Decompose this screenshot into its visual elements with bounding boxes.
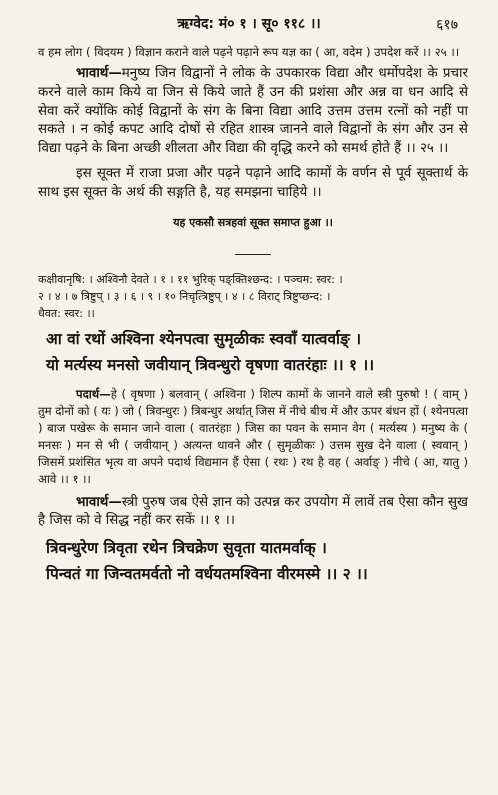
bhavarth-text: स्त्री पुरुष जब ऐसे ज्ञान को उत्पन्न कर उपयोग में लावें तब ऐसा कौन सुख है जिस को वे सिद्ध नहीं कर सकें ।। १ ।।	[38, 494, 468, 529]
sukta-metadata	[38, 271, 468, 322]
bhavarth-label: भावार्थ—	[76, 494, 122, 510]
mantra-1	[38, 326, 468, 378]
metadata-line: २ । ४ । ७ त्रिष्टुप् । ३ । ६ । ९ । १० निचृत्त्रिष्टुप् । ४ । ८ विराट् त्रिष्टुप्छन्द: ।	[38, 289, 331, 303]
previous-meaning-end: व हम लोग ( विदयम ) विज्ञान कराने वाले पढ़ने पढ़ाने रूप यज्ञ का ( आ, वदेम ) उपदेश करें ।। २५ ।।	[38, 45, 460, 59]
section-divider	[235, 254, 271, 255]
page-header	[0, 14, 498, 36]
mantra-line: त्रिवन्धुरेण त्रिवृता रथेन त्रिचक्रेण सुवृता यातमर्वाक् ।	[46, 539, 327, 558]
bhavarth-paragraph-2	[38, 494, 468, 532]
page-number: ६१७	[436, 17, 458, 33]
bhavarth-text: मनुष्य जिन विद्वानों ने लोक के उपकारक विद्या और धर्मोपदेश के प्रचार करने वाले काम किये वा जिन से किये जाते हैं उन की प्रशंसा और अन्न वा धन आदि से सेवा करें क्योंकि कोई विद्वानों के संग के बिना विद्या आदि उत्तम उत्तम रत्नों को नहीं पा सकते । न कोई कपट आदि दोषों से रहित शास्त्र जानने वाले विद्वानों के संग और उन से विद्या पढ़ने के बिना अच्छी शीलता और विद्या की वृद्धि करने को समर्थ होते हैं ।। २५ ।।	[38, 66, 468, 157]
padarth-paragraph	[38, 386, 468, 488]
running-title: ऋग्वेद: मं० १ । सू० ११८ ।।	[177, 16, 321, 32]
mantra-line: आ वां रथों अश्विना श्येनपत्वा सुमृळीकः स्ववाँ यात्वर्वाङ् ।	[46, 329, 362, 348]
metadata-line: धैवत: स्वर: ।।	[38, 306, 95, 320]
sukta-summary: इस सूक्त में राजा प्रजा और पढ़ने पढ़ाने आदि कामों के वर्णन से पूर्व सूक्तार्थ के साथ इस सूक्त के अर्थ की सङ्गति है, यह समझना चाहिये ।।	[38, 165, 468, 200]
padarth-text: हे ( वृषणा ) बलवान् ( अश्विना ) शिल्प कामों के जानने वाले स्त्री पुरुषो ! ( वाम् ) तुम दोनों को ( यः ) जो ( त्रिवन्धुरः ) त्रिबन्धुर अर्थात् जिस में नीचे बीच में और ऊपर बंधन हों ( श्येनपत्वा ) बाज पखेरू के समान जाने वाला ( वातरंहाः ) जिस का पवन के समान वेग ( मर्त्यस्य ) मनुष्य के ( मनसः ) मन से भी ( जवीयान् ) अत्यन्त धावने और ( सुमृळीकः ) उत्तम सुख देने वाला ( स्ववान् ) जिसमें प्रशंसित भृत्य वा अपने पदार्थ विद्यमान हैं ऐसा ( रथः ) रथ है वह ( अर्वाङ् ) नीचे ( आ, यातु ) आवे ।। १ ।।	[38, 386, 468, 486]
page-body	[38, 44, 468, 587]
metadata-line: कक्षीवानृषि: । अश्विनौ देवते । १ । ११ भुरिक् पङ्क्तिश्छन्द: । पञ्चम: स्वर: ।	[38, 272, 343, 286]
mantra-2	[38, 535, 468, 587]
mantra-line: पिन्वतं गा जिन्वतमर्वतो नो वर्धयतमश्विना वीरमस्मे ।। २ ।।	[46, 565, 368, 584]
mantra-line: यो मर्त्यस्य मनसो जवीयान् त्रिवन्धुरो वृषणा वातरंहाः ।। १ ।।	[46, 355, 375, 374]
padarth-label: पदार्थ—	[76, 386, 111, 401]
sukta-conclusion: यह एकसौ सत्रहवां सूक्त समाप्त हुआ ।।	[173, 215, 333, 229]
bhavarth-paragraph	[38, 65, 468, 159]
bhavarth-label: भावार्थ—	[76, 66, 122, 81]
